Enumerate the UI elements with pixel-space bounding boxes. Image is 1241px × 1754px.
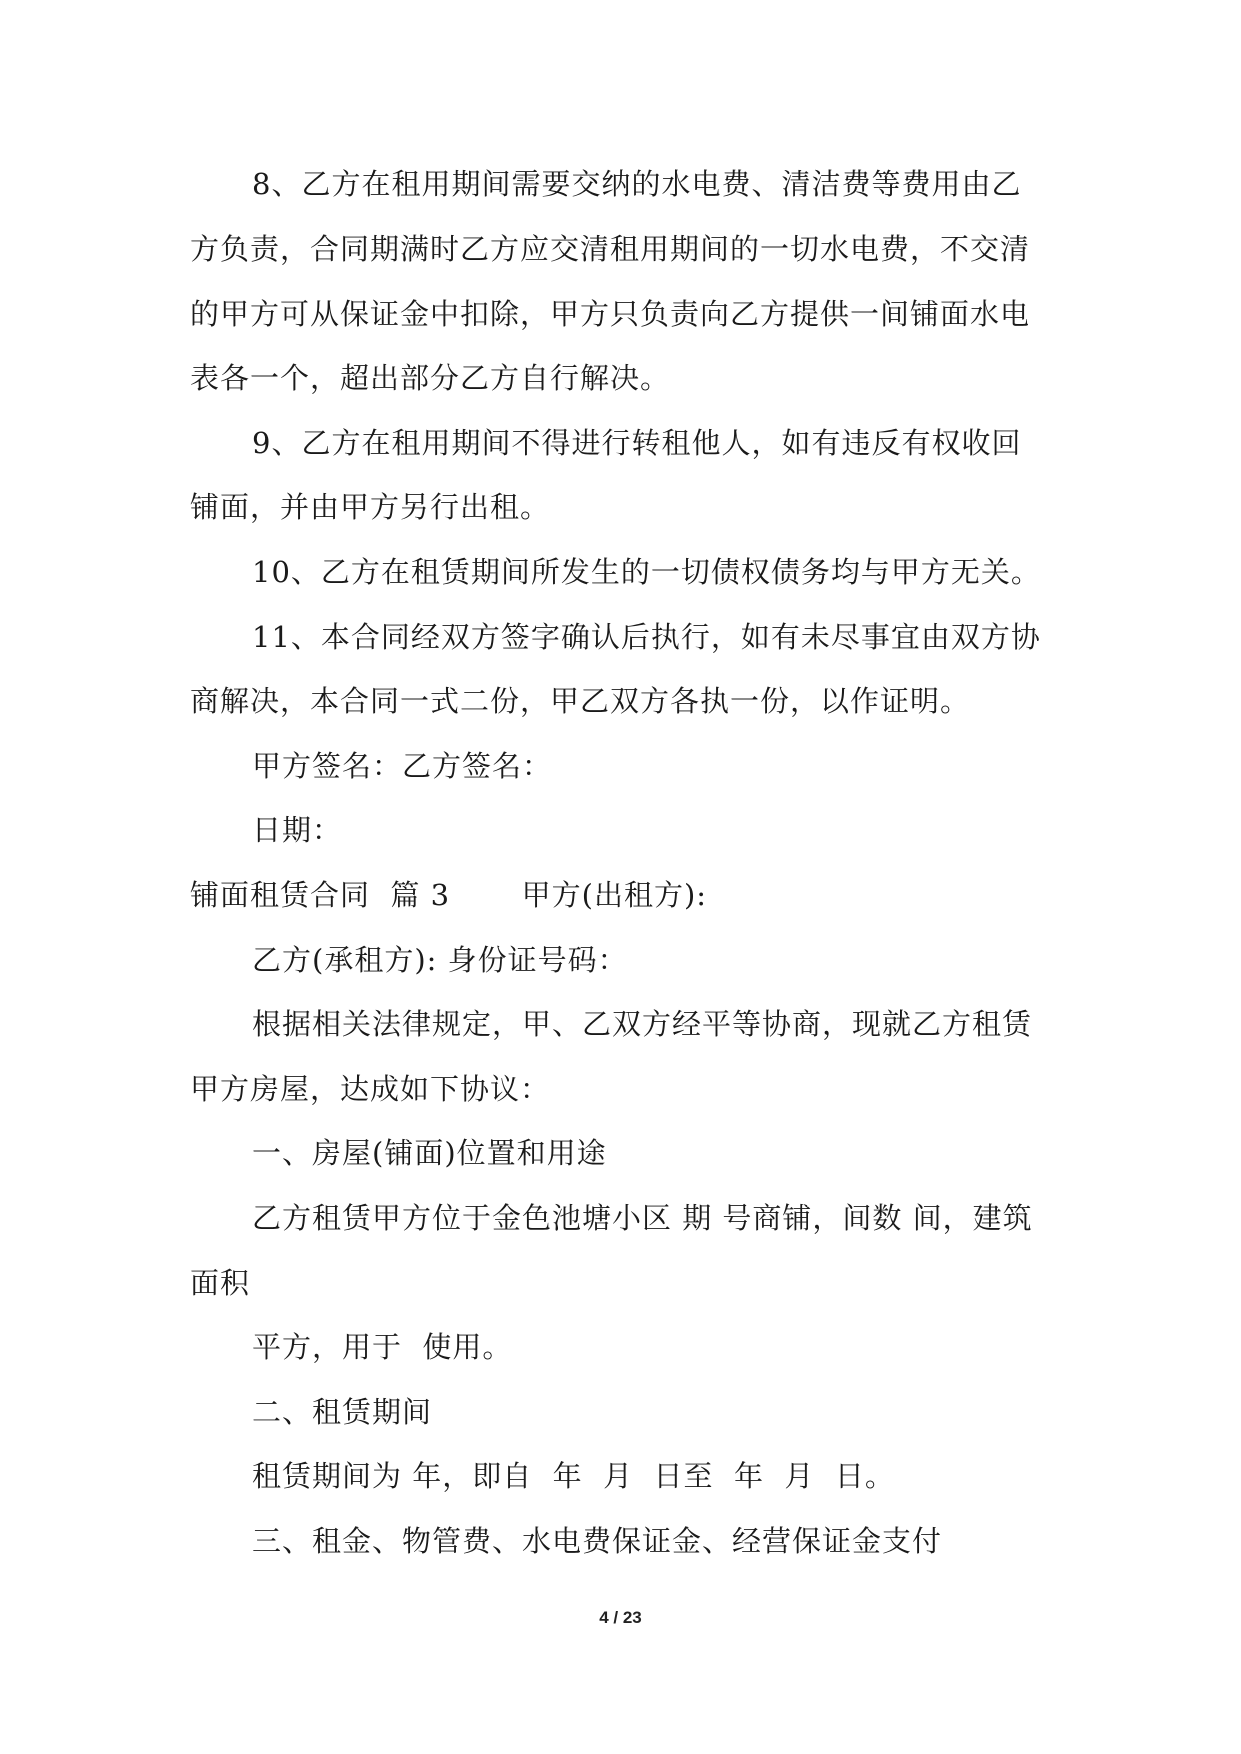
paragraph-line: 表各一个，超出部分乙方自行解决。 — [190, 361, 671, 395]
paragraph-line: 铺面，并由甲方另行出租。 — [190, 490, 551, 524]
paragraph-line: 8、乙方在租用期间需要交纳的水电费、清洁费等费用由乙 — [252, 167, 1022, 201]
page-number: 4 / 23 — [599, 1608, 642, 1627]
clause-heading: 三、租金、物管费、水电费保证金、经营保证金支付 — [252, 1524, 943, 1558]
paragraph-line: 的甲方可从保证金中扣除，甲方只负责向乙方提供一间铺面水电 — [190, 297, 1031, 331]
date-line: 日期： — [252, 813, 343, 847]
signature-line: 甲方签名：乙方签名： — [252, 749, 553, 783]
paragraph-line: 乙方(承租方): 身份证号码： — [252, 943, 628, 977]
paragraph-line: 甲方房屋，达成如下协议： — [190, 1072, 551, 1106]
paragraph-line: 租赁期间为 年，即自 年 月 日至 年 月 日。 — [252, 1459, 895, 1493]
paragraph-line: 面积 — [190, 1266, 251, 1300]
clause-heading: 二、租赁期间 — [252, 1395, 433, 1429]
paragraph-line: 11、本合同经双方签字确认后执行，如有未尽事宜由双方协 — [252, 620, 1041, 654]
paragraph-line: 商解决，本合同一式二份，甲乙双方各执一份，以作证明。 — [190, 684, 971, 718]
paragraph-line: 10、乙方在租赁期间所发生的一切债权债务均与甲方无关。 — [252, 555, 1041, 589]
paragraph-line: 乙方租赁甲方位于金色池塘小区 期 号商铺，间数 间，建筑 — [252, 1201, 1033, 1235]
clause-heading: 一、房屋(铺面)位置和用途 — [252, 1136, 607, 1170]
paragraph-line: 9、乙方在租用期间不得进行转租他人，如有违反有权收回 — [252, 426, 1022, 460]
paragraph-line: 平方，用于 使用。 — [252, 1330, 513, 1364]
paragraph-line: 方负责，合同期满时乙方应交清租用期间的一切水电费，不交清 — [190, 232, 1031, 266]
section-heading: 铺面租赁合同 篇 3 甲方(出租方): — [190, 878, 708, 912]
paragraph-line: 根据相关法律规定，甲、乙双方经平等协商，现就乙方租赁 — [252, 1007, 1033, 1041]
